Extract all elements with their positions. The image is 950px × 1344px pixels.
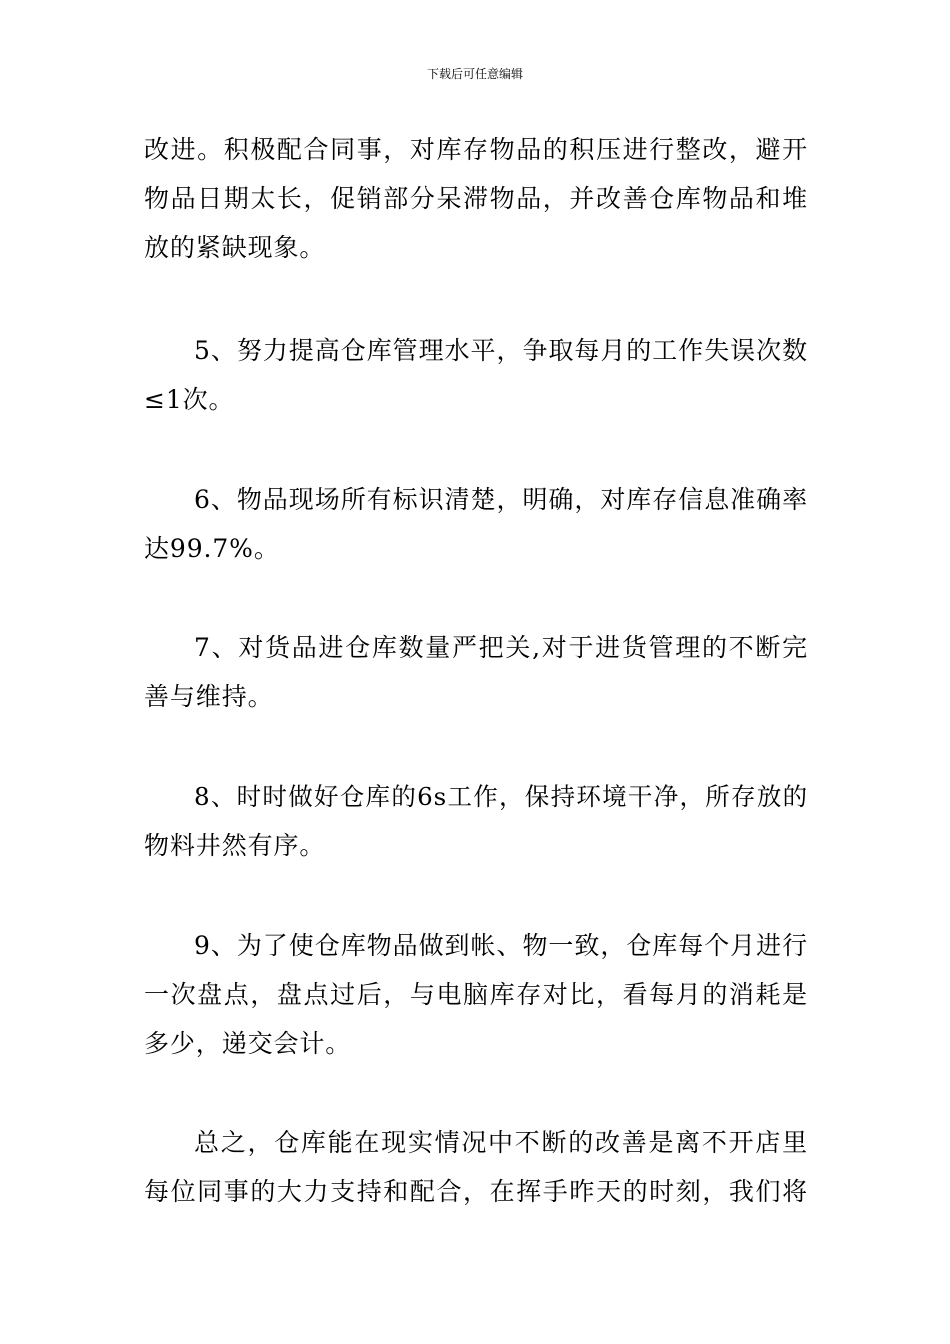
paragraph-6-line-3: 多少，递交会计。 [144, 1029, 352, 1058]
paragraph-5-line-1: 8、时时做好仓库的6s工作，保持环境干净，所存放的 [194, 782, 808, 811]
paragraph-6-line-1: 9、为了使仓库物品做到帐、物一致，仓库每个月进行 [194, 931, 808, 960]
paragraph-4-line-1: 7、对货品进仓库数量严把关,对于进货管理的不断完 [194, 633, 808, 662]
paragraph-7-line-1: 总之，仓库能在现实情况中不断的改善是离不开店里 [194, 1128, 808, 1157]
paragraph-7-line-2: 每位同事的大力支持和配合，在挥手昨天的时刻，我们将 [144, 1177, 808, 1206]
paragraph-1-line-3: 放的紧缺现象。 [144, 233, 326, 262]
paragraph-3-line-2: 达99.7%。 [144, 534, 280, 563]
paragraph-4-line-2: 善与维持。 [144, 682, 274, 711]
header-note: 下载后可任意编辑 [426, 67, 523, 81]
paragraph-2-line-1: 5、努力提高仓库管理水平，争取每月的工作失误次数 [194, 336, 808, 365]
paragraph-1-line-1: 改进。积极配合同事，对库存物品的积压进行整改，避开 [144, 135, 808, 164]
paragraph-5-line-2: 物料井然有序。 [144, 831, 326, 860]
paragraph-3-line-1: 6、物品现场所有标识清楚，明确，对库存信息准确率 [194, 485, 808, 514]
paragraph-6-line-2: 一次盘点，盘点过后，与电脑库存对比，看每月的消耗是 [144, 980, 808, 1009]
paragraph-2-line-2: ≤1次。 [144, 385, 235, 414]
paragraph-1-line-2: 物品日期太长，促销部分呆滞物品，并改善仓库物品和堆 [144, 184, 808, 213]
